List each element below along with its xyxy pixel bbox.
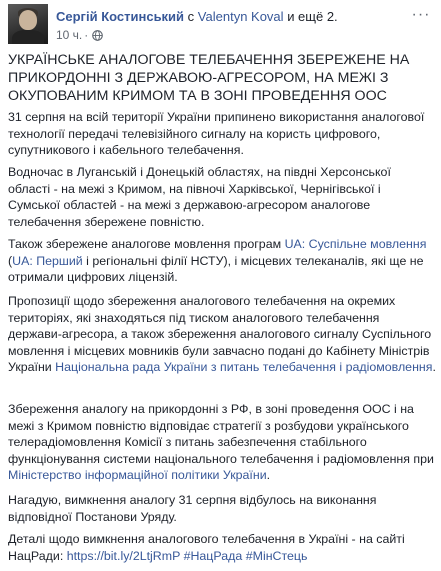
p5-text-1: Збереження аналогу на прикордонні з РФ, в зоні проведення ООС і на межі з Кримом повністю відповідає стратегії з розбудови українського телерадіомовлення Комісії з питань забезпечення стабільного функціонування системи національного телебачення і радіомовлення при bbox=[8, 402, 434, 466]
meta-separator: · bbox=[84, 28, 89, 42]
tagged-user-link[interactable]: Valentyn Koval bbox=[197, 9, 284, 24]
short-url-link[interactable]: https://bit.ly/2LtjRmP bbox=[66, 548, 181, 563]
natsrada-link[interactable]: Національна рада України з питань телебачення і радіомовлення bbox=[55, 360, 433, 374]
p3-text-2: ( bbox=[8, 253, 13, 268]
p4-text-1: Пропозиції щодо збереження аналогового телебачення на окремих територіях, які знаходяться під тиском аналогового телебачення держави-агресора, а також збереження аналогового сигналу Суспільного мовлення і місцевих мовників були завчасно подані до Кабінету Міністрів України bbox=[8, 294, 432, 374]
author-name-link[interactable]: Сергій Костинський bbox=[56, 9, 185, 24]
ministry-link[interactable]: Міністерство інформаційної політики України bbox=[8, 468, 267, 482]
p7-text-1: Деталі щодо вимкнення аналогового телебачення в Україні - на сайті НацРади: bbox=[8, 532, 405, 563]
post-timestamp[interactable]: 10 ч. bbox=[56, 28, 83, 42]
paragraph-2: Водночас в Луганській і Донецькій областях, на півдні Херсонської області - на межі з Кримом, на півночі Харківської, Чернігівської і Сумської областей - на межі з державою-агресором аналогове телебачення збережене повністю. bbox=[8, 165, 391, 229]
post-meta bbox=[56, 28, 103, 44]
author-line bbox=[56, 9, 338, 25]
p4-text-2: . bbox=[432, 360, 436, 374]
paragraph-7 bbox=[8, 531, 436, 564]
post-title: УКРАЇНСЬКЕ АНАЛОГОВЕ ТЕЛЕБАЧЕННЯ ЗБЕРЕЖЕНЕ НА ПРИКОРДОННІ З ДЕРЖАВОЮ-АГРЕСОРОМ, НА МЕЖІ З ОКУПОВАНИМ КРИМОМ ТА В ЗОНІ ПРОВЕДЕННЯ ООС bbox=[8, 52, 410, 104]
paragraph-4 bbox=[8, 293, 436, 376]
p5-text-2: . bbox=[266, 468, 271, 482]
with-word: с bbox=[187, 9, 195, 24]
ua-pershyi-link[interactable]: UA: Перший bbox=[12, 253, 83, 268]
suspilne-link[interactable]: UA: Суспільне мовлення bbox=[284, 237, 427, 251]
p3-text-1: Також збережене аналогове мовлення програм bbox=[8, 237, 285, 251]
avatar-shoulders bbox=[12, 30, 44, 44]
and-more-link[interactable]: и ещё 2. bbox=[287, 9, 338, 24]
hashtag-minstets-link[interactable]: #МінСтець bbox=[245, 548, 308, 563]
hashtag-natsrada-link[interactable]: #НацРада bbox=[183, 548, 243, 563]
paragraph-5 bbox=[8, 401, 436, 484]
author-avatar[interactable] bbox=[8, 4, 48, 44]
avatar-face bbox=[19, 10, 37, 30]
post-header bbox=[8, 4, 433, 44]
globe-icon[interactable] bbox=[92, 30, 103, 44]
p3-text-3: і регіональні філії НСТУ), і місцевих телеканалів, які ще не отримали цифрових ліцензій. bbox=[8, 253, 424, 284]
more-options-icon[interactable]: ··· bbox=[411, 6, 431, 23]
paragraph-1: 31 серпня на всій території України припинено використання аналогової технології передачі телевізійного сигналу на користь цифрового, супутникового і кабельного телебачення. bbox=[8, 110, 425, 157]
paragraph-3 bbox=[8, 236, 436, 286]
paragraph-6: Нагадую, вимкнення аналогу 31 серпня відбулось на виконання відповідної Постанови Уряду. bbox=[8, 493, 377, 524]
